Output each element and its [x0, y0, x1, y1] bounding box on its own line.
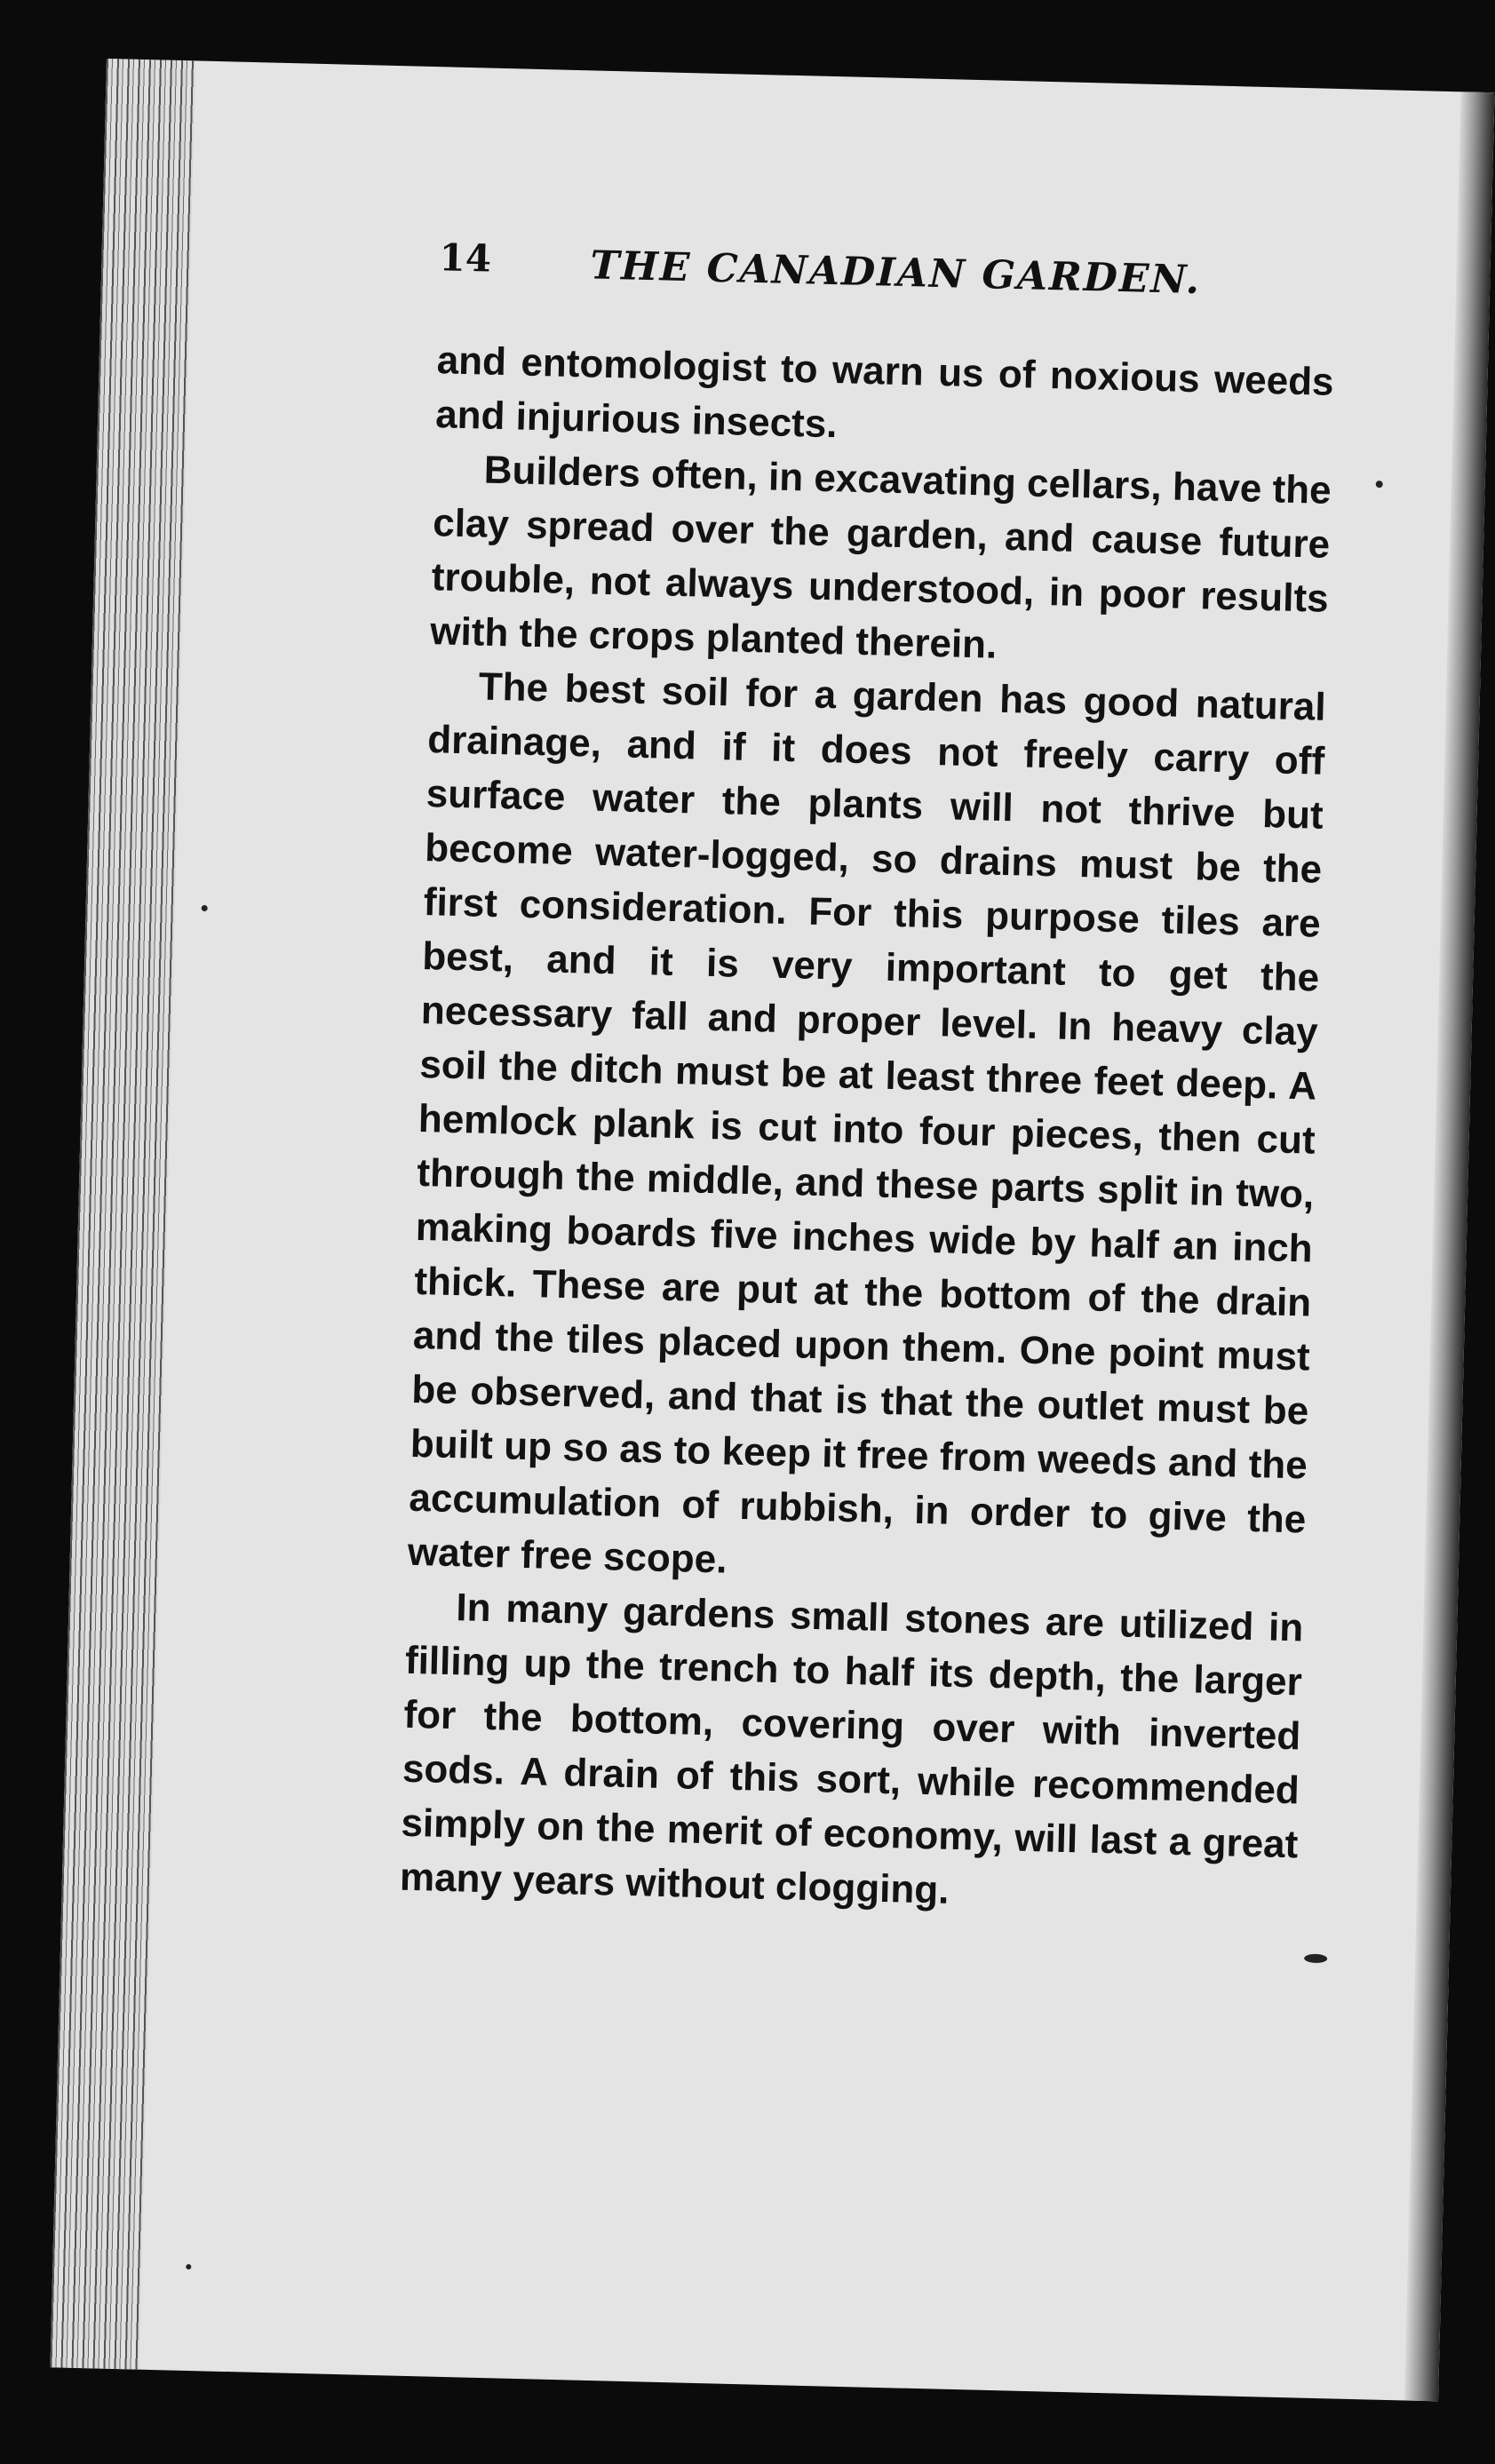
- running-head: THE CANADIAN GARDEN.: [589, 242, 1202, 304]
- book-page: [50, 59, 1494, 2401]
- paper-speck: [186, 2264, 191, 2269]
- paper-speck: [1304, 1954, 1327, 1964]
- paragraph-2: Builders often, in excavating cellars, have the clay spread over the garden, and cause future trouble, not always understood, in poor results with the crops planted therein.: [429, 448, 1332, 667]
- paper-speck: [202, 905, 208, 911]
- page-header: [438, 235, 1328, 328]
- paragraph-1: and entomologist to warn us of noxious weeds and injurious insects.: [434, 338, 1335, 447]
- page-right-edge-shadow: [1404, 91, 1495, 2401]
- page-number: 14: [439, 235, 492, 281]
- paragraph-4: In many gardens small stones are utilized in filling up the trench to half its depth, the larger for the bottom, covering over with inverted sods. A drain of this sort, while recommended simply on the merit of economy, will last a great many years without clogging.: [399, 1586, 1304, 1912]
- page-binding-edge: [50, 59, 195, 2370]
- body-text: [399, 333, 1334, 1926]
- paragraph-3: The best soil for a garden has good natural drainage, and if it does not freely carry off surface water the plants will not thrive but become water-logged, so drains must be the first consideration. For this purpose tiles are best, and it is very important to get the necessary fall and proper level. In heavy clay soil the ditch must be at least three feet deep. A hemlock plank is cut into four pieces, then cut through the middle, and these parts split in two, making boards five inches wide by half an inch thick. These are put at the bottom of the drain and the tiles placed upon them. One point must be observed, and that is that the outlet must be built up so as to keep it free from weeds and the accumulation of rubbish, in order to give the water free scope.: [407, 664, 1327, 1582]
- paper-speck: [1376, 481, 1383, 488]
